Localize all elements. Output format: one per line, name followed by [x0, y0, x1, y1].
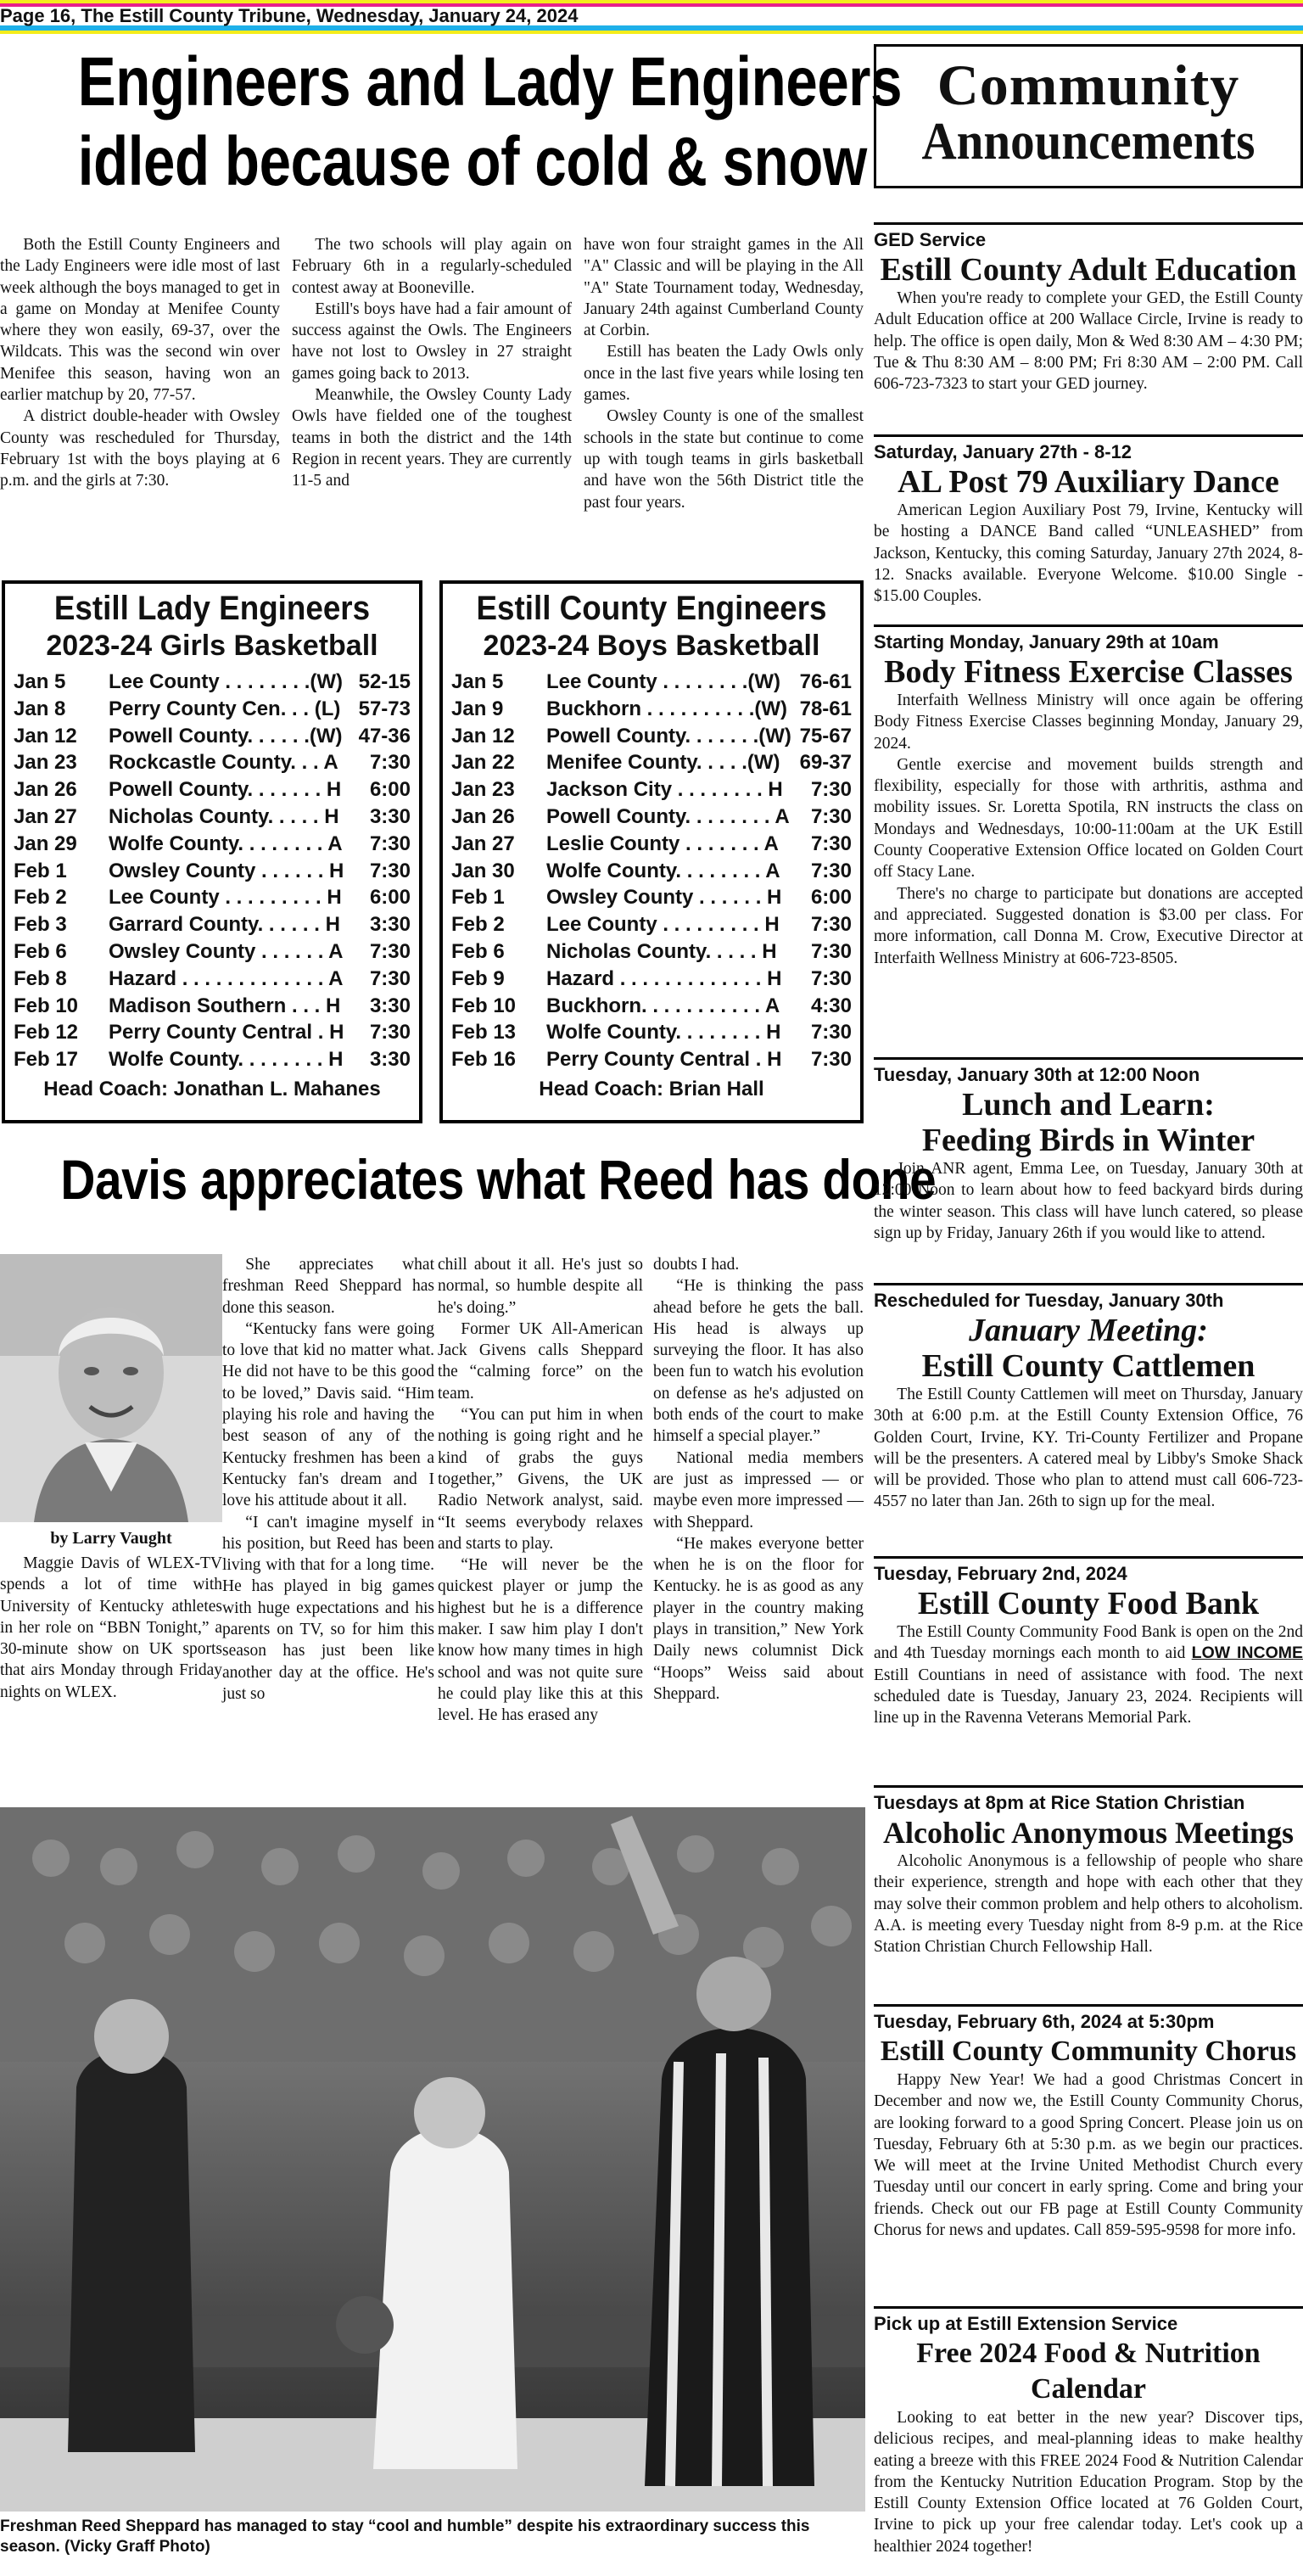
game-result: 7:30 — [810, 1048, 852, 1072]
announcement-kicker: Pick up at Estill Extension Service — [874, 2313, 1178, 2334]
game-date: Feb 12 — [14, 1021, 79, 1044]
game-date: Feb 16 — [451, 1048, 517, 1072]
table-row — [14, 911, 411, 938]
announcement-title: January Meeting: — [969, 1313, 1208, 1348]
table-row — [451, 884, 852, 911]
game-opponent: Perry County Central . H — [546, 1048, 782, 1072]
game-opponent: Powell County. . . . . .(W) — [109, 724, 343, 748]
game-result: 3:30 — [369, 804, 411, 828]
story2-column-4 — [653, 1254, 864, 1705]
story2-headline: Davis appreciates what Reed has done — [60, 1148, 937, 1211]
story2-column-3 — [438, 1254, 643, 1727]
game-result: 7:30 — [369, 832, 411, 855]
paragraph: Meanwhile, the Owsley County Lady Owls have fielded one of the toughest teams in both the district and the 14th Region in recent years. They are currently 11-5 and — [292, 386, 572, 490]
game-date: Feb 3 — [14, 913, 67, 937]
game-date: Feb 2 — [451, 913, 505, 937]
story1-column-2 — [292, 234, 572, 492]
boys-schedule-title: Estill County Engineers — [476, 590, 827, 627]
paragraph: “He will never be the quickest player or jump the highest but he is a difference maker. I saw him play I don't know how many times in high school and was not quite sure he could play like this at this level. He has erased any — [438, 1556, 643, 1725]
table-row — [14, 776, 411, 804]
game-result: 7:30 — [810, 966, 852, 990]
game-date: Jan 23 — [451, 778, 515, 802]
table-row — [14, 858, 411, 885]
table-row — [451, 911, 852, 938]
game-date: Feb 10 — [14, 994, 79, 1017]
game-result: 7:30 — [810, 804, 852, 828]
announcement-body: When you're ready to complete your GED, the Estill County Adult Education office at 200 Wallace Circle, Irvine is ready to help. The office is open daily, Mon & Wed 8:30 AM – 4:30 PM; Tue & Thu 8:30 AM – 8:00 PM; Fri 8:30 AM – 2:00 PM. Call 606-723-7323 to start your GED journey. — [874, 289, 1303, 394]
game-result: 7:30 — [369, 939, 411, 963]
game-result: 7:30 — [810, 832, 852, 855]
game-date: Jan 27 — [14, 804, 77, 828]
announcement-chorus — [874, 2004, 1303, 2241]
community-title: Community — [937, 53, 1240, 117]
girls-schedule-title: Estill Lady Engineers — [53, 590, 371, 627]
game-result: 57-73 — [358, 697, 411, 720]
table-row — [14, 1019, 411, 1046]
announcement-body: The Estill County Cattlemen will meet on Thursday, January 30th at 6:00 p.m. at the Estill County Extension Office, 76 Golden Court, Irvine, KY. Tri-County Fertilizer and Propane will be the presenters. A catered meal by Libby's Smoke Shack will be provided. Those who plan to attend must call 606-723-4557 no later than Jan. 26th to sign up for the meal. — [874, 1386, 1303, 1511]
game-date: Jan 26 — [451, 804, 515, 828]
game-opponent: Wolfe County. . . . . . . . H — [546, 1021, 781, 1044]
story1-column-1 — [0, 234, 280, 492]
game-result: 7:30 — [369, 751, 411, 775]
game-opponent: Powell County. . . . . . . . A — [546, 804, 790, 828]
story1-headline-line2: idled because of cold & snow — [77, 123, 867, 200]
announcement-title: Estill County Adult Education — [880, 252, 1297, 288]
game-opponent: Menifee County. . . . .(W) — [546, 751, 780, 775]
paragraph: “He is thinking the pass ahead before he gets the ball. His head is always up surveying the floor. It has also been fun to watch his evolution on defense as he's adjusted on both ends of the court to make himself a special player.” — [653, 1277, 864, 1446]
announcements-title: Announcements — [921, 113, 1255, 171]
announcement-title: Free 2024 Food & Nutrition Calendar — [916, 2338, 1261, 2405]
game-opponent: Jackson City . . . . . . . . H — [546, 778, 783, 802]
game-result: 7:30 — [810, 913, 852, 937]
story1-headline-line1: Engineers and Lady Engineers — [77, 43, 903, 120]
game-date: Jan 12 — [14, 724, 77, 748]
announcement-body: Happy New Year! We had a good Christmas Concert in December and now we, the Estill County Community Chorus, are looking forward to a good Spring Concert. Please join us on Tuesday, February 6th at 5:30 p.m. as we begin our practices. We will meet at the Irvine United Methodist Church every Tuesday until our concert in early spring. Come and bring your friends. Check out our FB page at Estill County Community Chorus for news and updates. Call 859-595-9598 for more info. — [874, 2071, 1303, 2240]
game-result: 7:30 — [810, 1021, 852, 1044]
boys-schedule-table — [451, 669, 852, 1073]
headshot-photo — [0, 1254, 222, 1522]
game-opponent: Hazard . . . . . . . . . . . . . H — [546, 966, 782, 990]
game-result: 78-61 — [799, 697, 852, 720]
girls-schedule-box — [2, 580, 422, 1123]
paragraph: “I can't imagine myself in his position, but Reed has been living with that for a long time. He has played in big games with huge expectations and his parents on TV, so for him this season has just been like another day at the office. He's just so — [222, 1513, 434, 1703]
game-result: 47-36 — [358, 724, 411, 748]
announcement-body: Alcoholic Anonymous is a fellowship of people who share their experience, strength and hope with each other that they may solve their common problem and help others to alcoholism. A.A. is meeting every Tuesday night from 8-9 p.m. at the Rice Station Christian Church Fellowship Hall. — [874, 1852, 1303, 1957]
story2-column-1 — [0, 1553, 222, 1703]
game-date: Jan 8 — [14, 697, 66, 720]
photo-caption: Freshman Reed Sheppard has managed to stay “cool and humble” despite his extraordinary success this season. (Vicky Graff Photo) — [0, 2517, 810, 2556]
game-result: 7:30 — [810, 939, 852, 963]
announcement-title: Alcoholic Anonymous Meetings — [882, 1816, 1294, 1850]
girls-schedule-table — [14, 669, 411, 1073]
game-date: Jan 22 — [451, 751, 515, 775]
announcement-fitness — [874, 624, 1303, 969]
table-row — [14, 993, 411, 1020]
paragraph: Estill has beaten the Lady Owls only once in the last five years while losing ten games. — [584, 343, 864, 405]
story1-column-3 — [584, 234, 864, 513]
table-row — [451, 776, 852, 804]
game-result: 6:00 — [369, 778, 411, 802]
table-row — [451, 831, 852, 858]
table-row — [14, 669, 411, 696]
table-row — [14, 884, 411, 911]
community-announcements-header — [874, 44, 1303, 188]
page-header: Page 16, The Estill County Tribune, Wednesday, January 24, 2024 — [0, 5, 579, 26]
table-row — [451, 723, 852, 750]
table-row — [14, 696, 411, 723]
paragraph: “You can put him in when nothing is going right and he kind of grabs the guys together,” Givens, the UK Radio Network analyst, said. “It seems everybody relaxes and starts to play. — [438, 1406, 643, 1553]
game-date: Feb 9 — [451, 966, 505, 990]
game-date: Jan 30 — [451, 859, 515, 882]
game-date: Jan 27 — [451, 832, 515, 855]
paragraph: have won four straight games in the All "A" Classic and will be playing in the All "A" State Tournament today, Wednesday, January 24th against Cumberland County at Corbin. — [584, 236, 864, 340]
game-opponent: Perry County Cen. . . (L) — [109, 697, 341, 720]
announcement-calendar — [874, 2306, 1303, 2557]
table-row — [451, 749, 852, 776]
game-opponent: Owsley County . . . . . . H — [546, 886, 782, 910]
paragraph: National media members are just as impressed — or maybe even more impressed — with Sheppard. — [653, 1448, 864, 1532]
announcement-ged — [874, 222, 1303, 395]
game-result: 7:30 — [369, 859, 411, 882]
table-row — [451, 966, 852, 993]
game-opponent: Perry County Central . H — [109, 1021, 344, 1044]
paragraph: Owsley County is one of the smallest schools in the state but continue to come up with tough teams in girls basketball and have won the 56th District title the past four years. — [584, 407, 864, 512]
story2-column-2 — [222, 1254, 434, 1705]
paragraph: chill about it all. He's just so normal, so humble despite all he's doing.” — [438, 1256, 643, 1317]
announcement-title: Lunch and Learn: — [962, 1087, 1215, 1123]
game-result: 3:30 — [369, 913, 411, 937]
game-opponent: Lee County . . . . . . . .(W) — [546, 670, 780, 693]
announcement-body: Gentle exercise and movement builds strength and flexibility, especially for those with arthritis, asthma and mobility issues. Sr. Loretta Spotila, RN instructs the class on Mondays and Wednesdays, 10:00-11:00am at the UK Estill County Cooperative Extension Office located on Golden Court off Stacy Lane. — [874, 755, 1303, 882]
announcement-subtitle: Feeding Birds in Winter — [921, 1123, 1255, 1158]
girls-schedule-subtitle: 2023-24 Girls Basketball — [46, 630, 378, 662]
game-opponent: Nicholas County. . . . . H — [546, 939, 777, 963]
game-date: Jan 9 — [451, 697, 504, 720]
table-row — [14, 804, 411, 831]
table-row — [451, 858, 852, 885]
table-row — [14, 938, 411, 966]
story1-headline — [77, 42, 903, 202]
table-row — [14, 723, 411, 750]
game-result: 69-37 — [799, 751, 852, 775]
paragraph: The two schools will play again on February 6th in a regularly-scheduled contest away at Booneville. — [292, 236, 572, 297]
table-row — [14, 831, 411, 858]
game-result: 7:30 — [810, 778, 852, 802]
game-opponent: Powell County. . . . . . .(W) — [546, 724, 791, 748]
game-result: 7:30 — [369, 966, 411, 990]
paragraph: Estill's boys have had a fair amount of success against the Owls. The Engineers have not lost to Owsley in 27 straight games going back to 2013. — [292, 300, 572, 383]
game-opponent: Wolfe County. . . . . . . . A — [546, 859, 780, 882]
announcement-cattlemen — [874, 1283, 1303, 1513]
game-date: Jan 5 — [14, 670, 66, 693]
table-row — [451, 696, 852, 723]
paragraph: “He makes everyone better when he is on the floor for Kentucky. he is as good as any player in the country making plays in transition,” New York Daily news columnist Dick “Hoops” Weiss said about Sheppard. — [653, 1534, 864, 1703]
game-date: Feb 10 — [451, 994, 517, 1017]
paragraph: A district double-header with Owsley County was rescheduled for Thursday, February 1st with the boys playing at 6 p.m. and the girls at 7:30. — [0, 407, 280, 490]
announcement-kicker: Tuesday, February 6th, 2024 at 5:30pm — [874, 2011, 1215, 2032]
game-date: Feb 6 — [451, 939, 505, 963]
announcement-kicker: Saturday, January 27th - 8-12 — [874, 441, 1132, 462]
paragraph: doubts I had. — [653, 1256, 740, 1274]
game-date: Feb 17 — [14, 1048, 79, 1072]
color-stripe-yellow-bottom — [0, 31, 1303, 34]
announcement-kicker: Rescheduled for Tuesday, January 30th — [874, 1290, 1224, 1311]
game-date: Jan 5 — [451, 670, 504, 693]
game-opponent: Lee County . . . . . . . .(W) — [109, 670, 343, 693]
announcement-body: Looking to eat better in the new year? Discover tips, delicious recipes, and meal-planning ideas to make healthy eating a breeze with this FREE 2024 Food & Nutrition Calendar from the Kentucky Nutrition Education Program. Stop by the Estill County Extension Office located at 76 Golden Court, Irvine to pick up your free calendar today. Let's cook up a healthier 2024 together! — [874, 2409, 1303, 2556]
paragraph: “Kentucky fans were going to love that kid no matter what. He did not have to be this good to be loved,” Davis said. “Him playing his role and having the best season of any of the Kentucky freshmen has been a Kentucky fan's dream and I love his attitude about it all. — [222, 1319, 434, 1510]
basketball-photo — [0, 1807, 865, 2512]
announcement-birds — [874, 1057, 1303, 1244]
game-date: Feb 2 — [14, 886, 67, 910]
table-row — [451, 993, 852, 1020]
game-opponent: Leslie County . . . . . . . A — [546, 832, 779, 855]
game-date: Feb 1 — [451, 886, 505, 910]
announcement-title: AL Post 79 Auxiliary Dance — [898, 464, 1279, 500]
announcement-subtitle: Estill County Cattlemen — [921, 1348, 1255, 1384]
announcement-kicker: Starting Monday, January 29th at 10am — [874, 631, 1219, 652]
table-row — [451, 669, 852, 696]
game-opponent: Rockcastle County. . . A — [109, 751, 338, 775]
game-date: Feb 13 — [451, 1021, 517, 1044]
announcement-kicker: GED Service — [874, 229, 987, 250]
game-date: Jan 23 — [14, 751, 77, 775]
announcement-food-bank — [874, 1556, 1303, 1728]
announcement-dance — [874, 434, 1303, 607]
game-result: 3:30 — [369, 994, 411, 1017]
game-date: Jan 29 — [14, 832, 77, 855]
announcement-body: American Legion Auxiliary Post 79, Irvine, Kentucky will be hosting a DANCE Band called “UNLEASHED” from Jackson, Kentucky, this coming Saturday, January 27th 2024, 8-12. Snacks available. Everyone Welcome. $10.00 Single - $15.00 Couples. — [874, 501, 1303, 606]
game-opponent: Lee County . . . . . . . . . H — [546, 913, 780, 937]
announcement-body: There's no charge to participate but donations are accepted and appreciated. Suggested donation is $3.00 per class. For more information, call Donna M. Crow, Executive Director at Interfaith Wellness Ministry at 606-723-8505. — [874, 884, 1303, 967]
food-bank-text: The Estill County Community Food Bank is open on the 2nd and 4th Tuesday mornings each month to aid — [874, 1623, 1303, 1663]
announcement-title: Body Fitness Exercise Classes — [884, 654, 1293, 690]
game-opponent: Powell County. . . . . . . H — [109, 778, 342, 802]
game-opponent: Nicholas County. . . . . H — [109, 804, 339, 828]
game-result: 3:30 — [369, 1048, 411, 1072]
food-bank-text: Estill Countians in need of assistance with food. The next scheduled date is Tuesday, January 23, 2024. Recipients will line up in the Ravenna Veterans Memorial Park. — [874, 1666, 1303, 1728]
person-photo-icon — [0, 1254, 222, 1522]
boys-schedule-box — [439, 580, 864, 1123]
game-result: 4:30 — [810, 994, 852, 1017]
game-result: 7:30 — [810, 859, 852, 882]
byline: by Larry Vaught — [50, 1529, 172, 1548]
game-result: 52-15 — [358, 670, 411, 693]
table-row — [451, 1019, 852, 1046]
paragraph: Both the Estill County Engineers and the Lady Engineers were idle most of last week although the boys managed to get in a game on Monday at Menifee County where they won easily, 69-37, over the Wildcats. This was the second win over Menifee this season, having won an earlier matchup by 20, 77-57. — [0, 236, 280, 405]
game-opponent: Garrard County. . . . . . H — [109, 913, 340, 937]
game-date: Jan 12 — [451, 724, 515, 748]
announcement-title: Estill County Food Bank — [917, 1586, 1260, 1621]
game-date: Jan 26 — [14, 778, 77, 802]
table-row — [14, 966, 411, 993]
game-opponent: Hazard . . . . . . . . . . . . . A — [109, 966, 344, 990]
announcement-body — [874, 1621, 1303, 1728]
game-opponent: Owsley County . . . . . . H — [109, 859, 344, 882]
table-row — [14, 749, 411, 776]
game-opponent: Wolfe County. . . . . . . . A — [109, 832, 343, 855]
game-opponent: Buckhorn. . . . . . . . . . . A — [546, 994, 780, 1017]
announcement-kicker: Tuesday, January 30th at 12:00 Noon — [874, 1064, 1200, 1085]
game-date: Feb 8 — [14, 966, 67, 990]
paragraph: Maggie Davis of WLEX-TV spends a lot of time with University of Kentucky athletes in her role on “BBN Tonight,” a 30-minute show on UK sports that airs Monday through Friday nights on WLEX. — [0, 1554, 222, 1701]
boys-head-coach: Head Coach: Brian Hall — [539, 1077, 764, 1100]
announcement-body: Interfaith Wellness Ministry will once again be offering Body Fitness Exercise Classes beginning Monday, January 29, 2024. — [874, 692, 1303, 753]
game-result: 6:00 — [369, 886, 411, 910]
game-date: Feb 1 — [14, 859, 67, 882]
game-opponent: Owsley County . . . . . . A — [109, 939, 344, 963]
announcement-title: Estill County Community Chorus — [880, 2036, 1297, 2067]
paragraph: She appreciates what freshman Reed Sheppard has done this season. — [222, 1256, 434, 1317]
announcement-kicker: Tuesday, February 2nd, 2024 — [874, 1563, 1127, 1584]
table-row — [14, 1046, 411, 1073]
girls-head-coach: Head Coach: Jonathan L. Mahanes — [43, 1077, 381, 1100]
game-result: 7:30 — [369, 1021, 411, 1044]
game-date: Feb 6 — [14, 939, 67, 963]
table-row — [451, 938, 852, 966]
game-opponent: Madison Southern . . . H — [109, 994, 341, 1017]
boys-schedule-subtitle: 2023-24 Boys Basketball — [483, 630, 820, 662]
game-result: 6:00 — [810, 886, 852, 910]
game-opponent: Lee County . . . . . . . . . H — [109, 886, 342, 910]
low-income-emphasis: LOW INCOME — [1191, 1644, 1303, 1663]
game-opponent: Wolfe County. . . . . . . . H — [109, 1048, 344, 1072]
announcement-body: Join ANR agent, Emma Lee, on Tuesday, January 30th at 12:00 Noon to learn about how to feed backyard birds during the winter season. This class will have lunch catered, so please sign up by Friday, January 26th if you would like to attend. — [874, 1160, 1303, 1242]
game-result: 76-61 — [799, 670, 852, 693]
table-row — [451, 1046, 852, 1073]
game-opponent: Buckhorn . . . . . . . . . .(W) — [546, 697, 788, 720]
announcement-kicker: Tuesdays at 8pm at Rice Station Christian — [874, 1792, 1245, 1813]
game-result: 75-67 — [799, 724, 852, 748]
table-row — [451, 804, 852, 831]
paragraph: Former UK All-American Jack Givens calls Sheppard the “calming force” on the team. — [438, 1319, 643, 1403]
announcement-aa — [874, 1785, 1303, 1957]
basketball-game-photo-icon — [0, 1807, 865, 2512]
